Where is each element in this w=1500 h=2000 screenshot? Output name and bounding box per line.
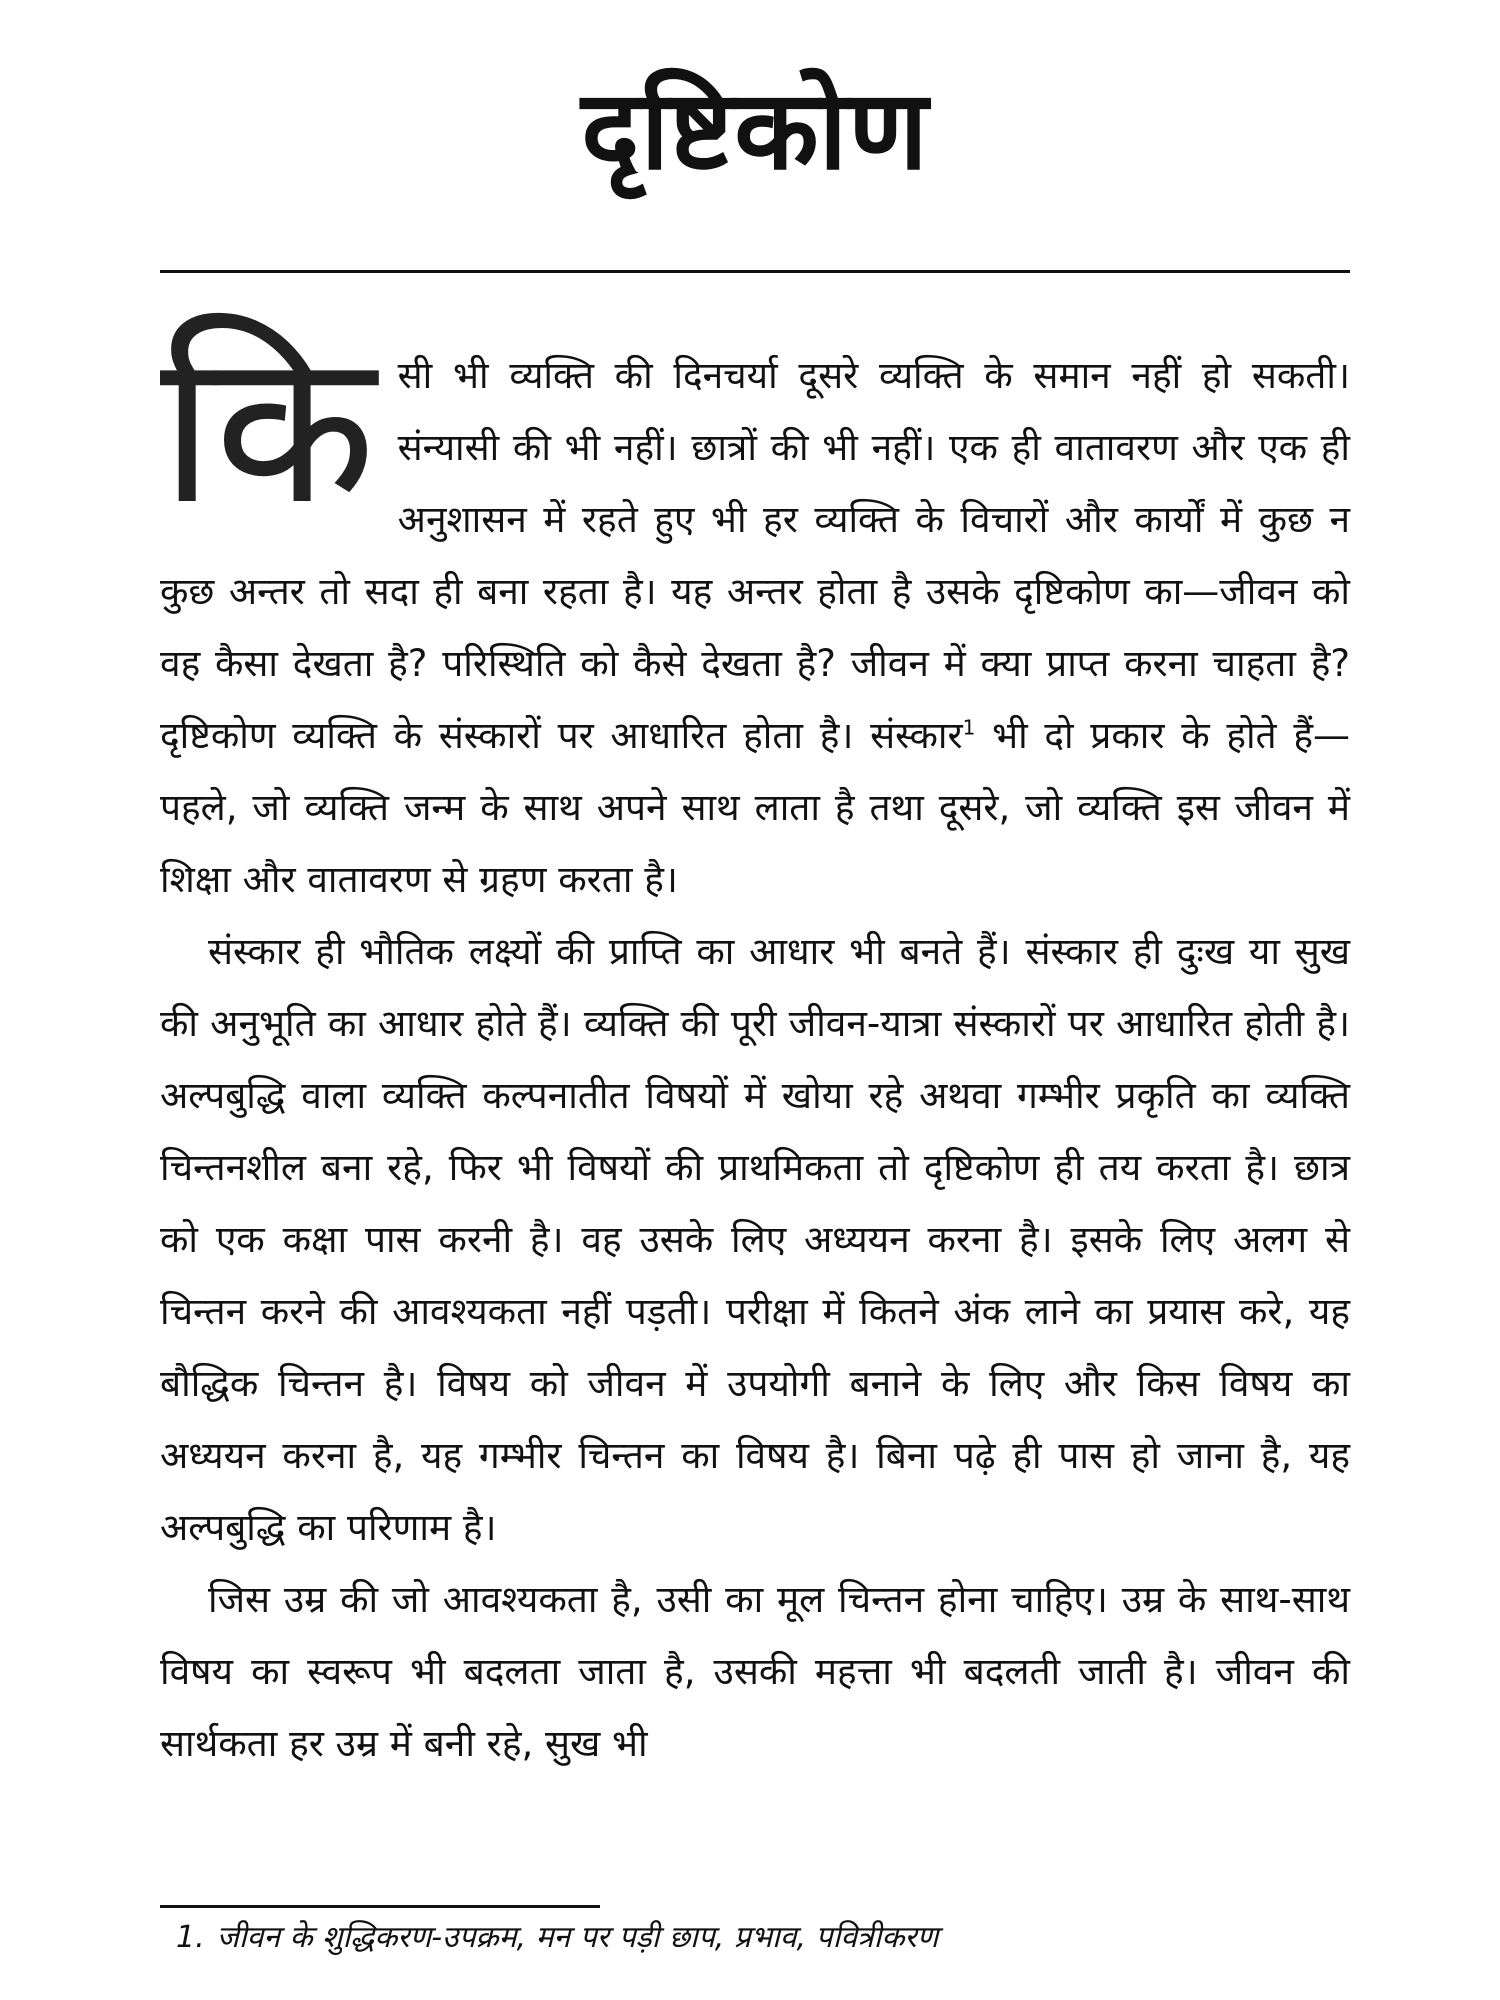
- chapter-body: [160, 306, 1350, 1780]
- paragraph-1-intro: सी भी व्यक्ति की दिनचर्या दूसरे व्यक्ति के समान नहीं हो सकती। संन्यासी की भी नहीं। छात्रों की भी नहीं। एक ही वातावरण और एक ही अनुशासन में रहते हुए भी हर व्यक्ति के विचारों और कार्यों में कुछ न कुछ अन्तर तो सदा ही बना रहता है। यह अन्तर होता है उसके दृष्टिकोण का—जीवन को वह कैसा देखता है? परिस्थिति को कैसे देखता है? जीवन में क्या प्राप्त करना चाहता है? दृष्टिकोण व्यक्ति के संस्कारों पर आधारित होता है। संस्कार: [160, 354, 1350, 757]
- paragraph-1-outro: भी दो प्रकार के होते हैं—पहले, जो व्यक्ति जन्म के साथ अपने साथ लाता है तथा दूसरे, जो व्यक्ति इस जीवन में शिक्षा और वातावरण से ग्रहण करता है।: [160, 714, 1350, 901]
- title-divider: [160, 270, 1350, 273]
- footnote-text: जीवन के शुद्धिकरण-उपक्रम, मन पर पड़ी छाप, प्रभाव, पवित्रीकरण: [216, 1920, 939, 1955]
- footnote-reference[interactable]: 1: [962, 715, 976, 740]
- drop-cap: कि: [160, 306, 376, 551]
- chapter-title: दृष्टिकोण: [581, 66, 929, 194]
- paragraph-1: [160, 306, 1350, 916]
- footnote-divider: [160, 1905, 600, 1908]
- paragraph-3: जिस उम्र की जो आवश्यकता है, उसी का मूल चिन्तन होना चाहिए। उम्र के साथ-साथ विषय का स्वरूप भी बदलता जाता है, उसकी महत्ता भी बदलती जाती है। जीवन की सार्थकता हर उम्र में बनी रहे, सुख भी: [160, 1578, 1350, 1765]
- paragraph-2: संस्कार ही भौतिक लक्ष्यों की प्राप्ति का आधार भी बनते हैं। संस्कार ही दुःख या सुख की अनुभूति का आधार होते हैं। व्यक्ति की पूरी जीवन-यात्रा संस्कारों पर आधारित होती है। अल्पबुद्धि वाला व्यक्ति कल्पनातीत विषयों में खोया रहे अथवा गम्भीर प्रकृति का व्यक्ति चिन्तनशील बना रहे, फिर भी विषयों की प्राथमिकता तो दृष्टिकोण ही तय करता है। छात्र को एक कक्षा पास करनी है। वह उसके लिए अध्ययन करना है। इसके लिए अलग से चिन्तन करने की आवश्यकता नहीं पड़ती। परीक्षा में कितने अंक लाने का प्रयास करे, यह बौद्धिक चिन्तन है। विषय को जीवन में उपयोगी बनाने के लिए और किस विषय का अध्ययन करना है, यह गम्भीर चिन्तन का विषय है। बिना पढ़े ही पास हो जाना है, यह अल्पबुद्धि का परिणाम है।: [160, 930, 1350, 1549]
- book-page: [160, 0, 1350, 2000]
- footnote: [176, 1918, 1326, 1958]
- footnote-number: 1.: [176, 1920, 205, 1955]
